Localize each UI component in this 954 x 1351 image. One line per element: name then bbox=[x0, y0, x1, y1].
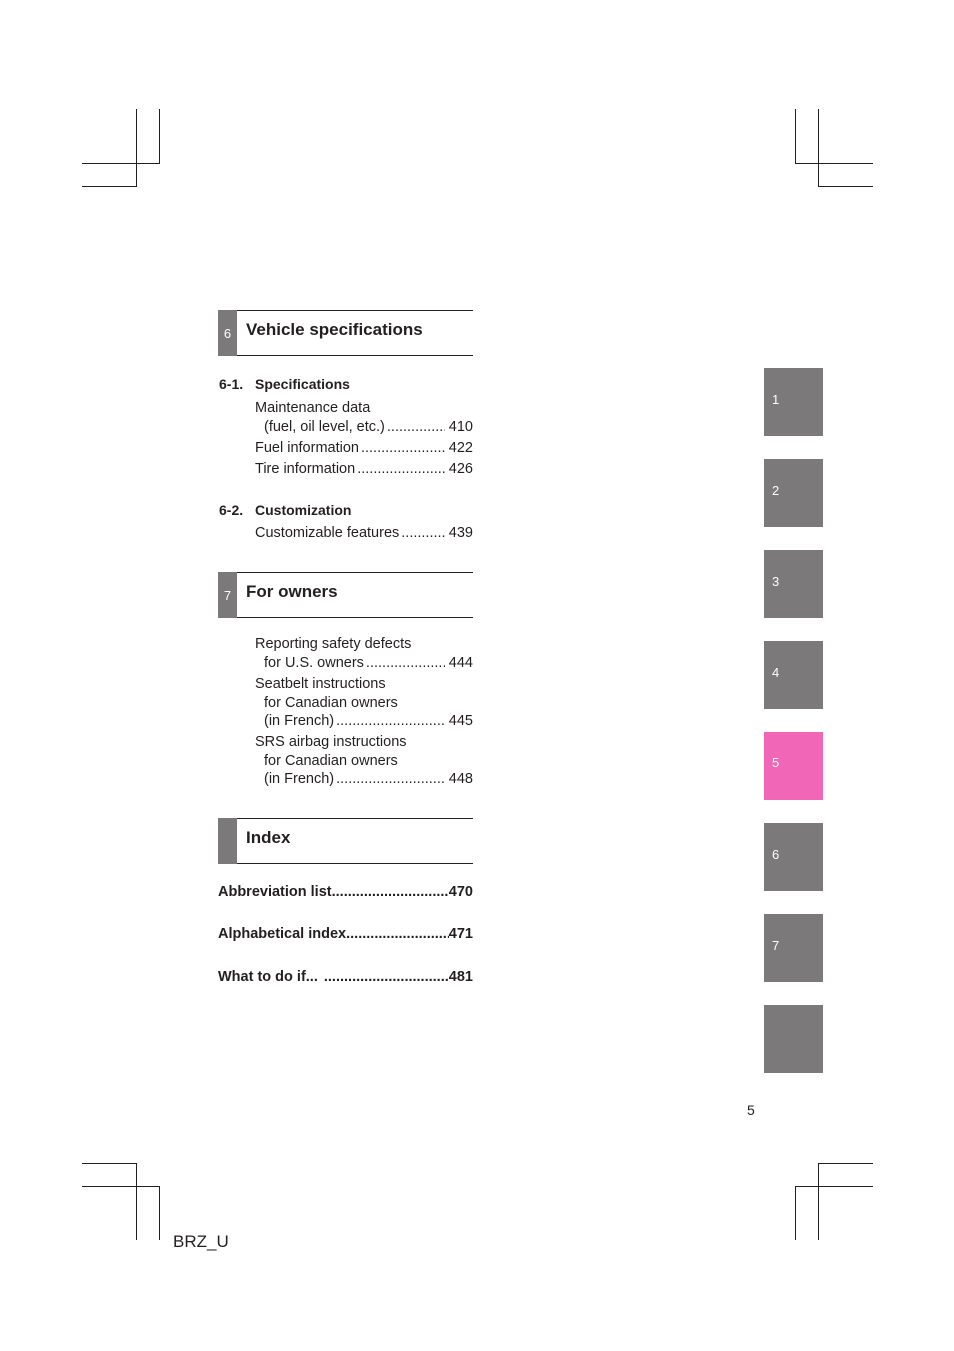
subsection-label: Specifications bbox=[255, 376, 350, 392]
tab-label: 1 bbox=[772, 392, 780, 407]
entry-leader-line bbox=[255, 524, 473, 543]
entry-label: Seatbelt instructions bbox=[255, 676, 386, 692]
entry-label: SRS airbag instructions bbox=[255, 734, 407, 750]
chapter-tab-1[interactable] bbox=[764, 368, 823, 436]
entry-leader-line bbox=[255, 439, 473, 458]
model-code: BRZ_U bbox=[173, 1232, 229, 1251]
toc-entry-tire-information[interactable] bbox=[255, 460, 473, 479]
entry-leader-line bbox=[255, 712, 473, 731]
dot-leader bbox=[387, 418, 445, 437]
tab-label: 3 bbox=[772, 574, 780, 589]
section-header-index bbox=[218, 818, 473, 864]
dot-leader bbox=[361, 439, 445, 458]
entry-leader-line bbox=[255, 418, 473, 437]
section-title: For owners bbox=[246, 582, 338, 601]
section-number: 6 bbox=[218, 310, 237, 356]
section-title: Index bbox=[246, 828, 291, 847]
chapter-tab-3[interactable] bbox=[764, 550, 823, 618]
section-number: 7 bbox=[218, 572, 237, 618]
header-rule bbox=[218, 617, 473, 618]
tab-label: 2 bbox=[772, 483, 780, 498]
toc-entry-customizable-features[interactable] bbox=[255, 524, 473, 543]
chapter-tab-5[interactable] bbox=[764, 732, 823, 800]
chapter-tab-7[interactable] bbox=[764, 914, 823, 982]
entry-label: (in French) bbox=[264, 713, 335, 729]
tab-label: 4 bbox=[772, 665, 780, 680]
entry-page: 426 bbox=[448, 461, 473, 477]
dot-leader bbox=[346, 926, 449, 942]
entry-page: 422 bbox=[448, 440, 473, 456]
entry-page: 444 bbox=[448, 654, 473, 671]
entry-label: for Canadian owners bbox=[264, 752, 398, 769]
entry-leader-line bbox=[255, 654, 473, 673]
toc-entry-srs-airbag-instructions[interactable] bbox=[255, 733, 473, 789]
dot-leader bbox=[324, 969, 449, 985]
entry-page: 481 bbox=[448, 969, 473, 985]
entry-page: 470 bbox=[448, 884, 473, 900]
header-rule bbox=[218, 863, 473, 864]
entry-page: 471 bbox=[448, 926, 473, 942]
toc-entry-reporting-safety-defects[interactable] bbox=[255, 635, 473, 672]
dot-leader bbox=[366, 654, 445, 673]
dot-leader bbox=[357, 460, 445, 479]
toc-entry-maintenance-data[interactable] bbox=[255, 399, 473, 436]
dot-leader bbox=[336, 712, 445, 731]
entry-leader-line bbox=[255, 460, 473, 479]
entry-page: 445 bbox=[448, 713, 473, 729]
entry-label: Tire information bbox=[255, 461, 356, 477]
tab-label: 5 bbox=[772, 755, 780, 770]
chapter-tab-4[interactable] bbox=[764, 641, 823, 709]
index-entry-what-to-do-if[interactable] bbox=[218, 969, 473, 985]
toc-entry-seatbelt-instructions[interactable] bbox=[255, 675, 473, 731]
entry-label: (fuel, oil level, etc.) bbox=[264, 418, 385, 435]
entry-label: Alphabetical index bbox=[218, 926, 347, 942]
subsection-number: 6-2. bbox=[219, 502, 244, 518]
subsection-title-6-1[interactable] bbox=[219, 376, 350, 392]
subsection-label: Customization bbox=[255, 502, 352, 518]
header-rule bbox=[218, 310, 473, 311]
dot-leader bbox=[336, 770, 445, 789]
chapter-tab-6[interactable] bbox=[764, 823, 823, 891]
entry-label: for U.S. owners bbox=[264, 654, 364, 671]
page-number: 5 bbox=[747, 1102, 755, 1118]
header-rule bbox=[218, 355, 473, 356]
tab-label: 7 bbox=[772, 938, 780, 953]
header-rule bbox=[218, 572, 473, 573]
subsection-number: 6-1. bbox=[219, 376, 244, 392]
subsection-title-6-2[interactable] bbox=[219, 502, 351, 518]
entry-label: Reporting safety defects bbox=[255, 636, 412, 652]
chapter-tab-2[interactable] bbox=[764, 459, 823, 527]
section-header-6 bbox=[218, 310, 473, 356]
entry-label: Customizable features bbox=[255, 525, 400, 541]
entry-label: (in French) bbox=[264, 771, 335, 787]
entry-label: for Canadian owners bbox=[264, 694, 398, 711]
entry-page: 410 bbox=[448, 418, 473, 435]
tab-label: 6 bbox=[772, 847, 780, 862]
dot-leader bbox=[332, 884, 449, 900]
entry-label: Fuel information bbox=[255, 440, 359, 456]
section-number bbox=[218, 818, 237, 864]
chapter-tab-index[interactable] bbox=[764, 1005, 823, 1073]
header-rule bbox=[218, 818, 473, 819]
index-entry-alphabetical-index[interactable] bbox=[218, 926, 473, 942]
entry-page: 439 bbox=[448, 525, 473, 541]
entry-label: Maintenance data bbox=[255, 400, 371, 416]
section-title: Vehicle specifications bbox=[246, 320, 423, 339]
index-entry-abbreviation-list[interactable] bbox=[218, 884, 473, 900]
entry-label: What to do if... bbox=[218, 969, 318, 985]
dot-leader bbox=[401, 524, 445, 543]
section-header-7 bbox=[218, 572, 473, 618]
toc-entry-fuel-information[interactable] bbox=[255, 439, 473, 458]
entry-page: 448 bbox=[448, 771, 473, 787]
entry-leader-line bbox=[255, 770, 473, 789]
entry-label: Abbreviation list bbox=[218, 884, 332, 900]
